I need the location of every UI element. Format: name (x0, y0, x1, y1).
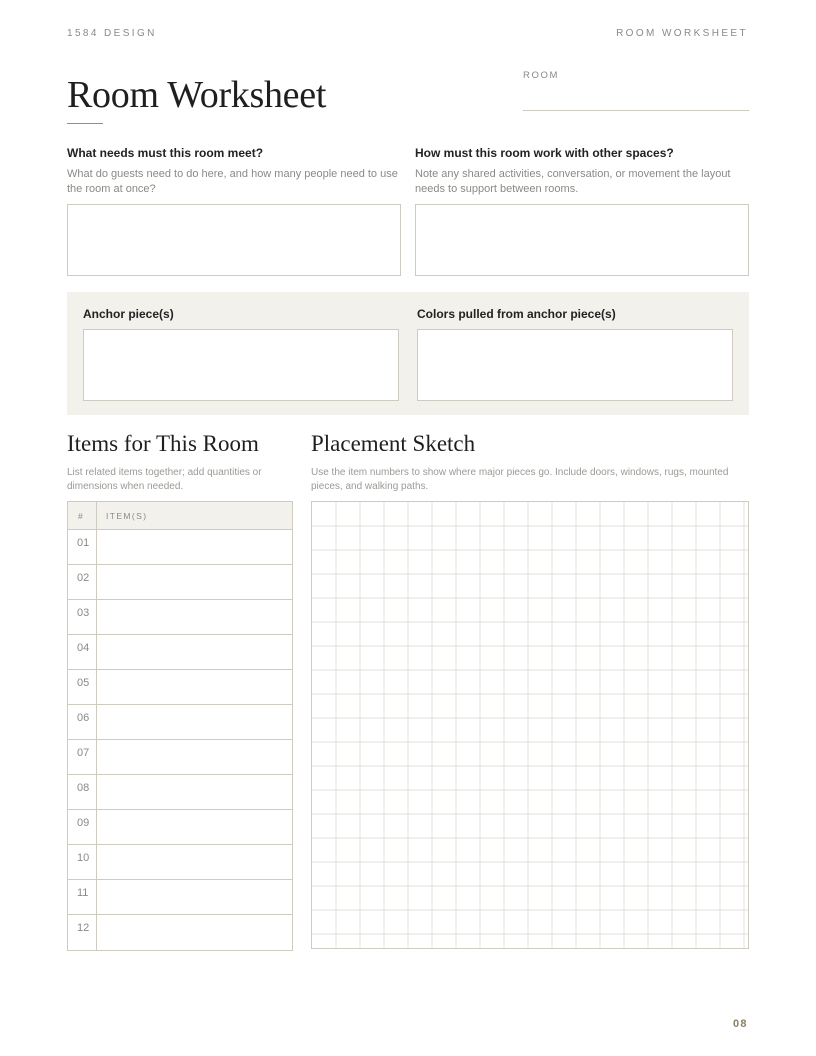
needs-answer-box[interactable] (67, 204, 401, 276)
item-entry-cell[interactable] (97, 845, 292, 879)
item-entry-cell[interactable] (97, 740, 292, 774)
table-row (68, 915, 292, 950)
row-number: 07 (68, 740, 97, 774)
row-number: 11 (68, 880, 97, 914)
table-row (68, 670, 292, 705)
row-number: 02 (68, 565, 97, 599)
items-table (67, 501, 293, 951)
title-underline (67, 123, 103, 124)
item-entry-cell[interactable] (97, 915, 292, 950)
spaces-question-heading: How must this room work with other spaces? (415, 146, 674, 160)
page-number: 08 (733, 1018, 748, 1030)
row-number: 03 (68, 600, 97, 634)
table-row (68, 810, 292, 845)
sketch-title: Placement Sketch (311, 431, 476, 456)
item-entry-cell[interactable] (97, 705, 292, 739)
row-number: 10 (68, 845, 97, 879)
brand-label: 1584 DESIGN (67, 28, 157, 39)
room-label: ROOM (523, 70, 559, 81)
anchor-panel (67, 292, 749, 415)
row-number: 06 (68, 705, 97, 739)
table-row (68, 775, 292, 810)
anchor-colors-label: Colors pulled from anchor piece(s) (417, 307, 616, 321)
spaces-answer-box[interactable] (415, 204, 749, 276)
table-row (68, 880, 292, 915)
table-row (68, 600, 292, 635)
anchor-piece-box[interactable] (83, 329, 399, 401)
row-number: 08 (68, 775, 97, 809)
row-number: 12 (68, 915, 97, 950)
row-number: 09 (68, 810, 97, 844)
item-entry-cell[interactable] (97, 810, 292, 844)
item-entry-cell[interactable] (97, 880, 292, 914)
sketch-grid-lines (312, 502, 748, 948)
item-entry-cell[interactable] (97, 670, 292, 704)
needs-question-heading: What needs must this room meet? (67, 146, 264, 160)
sketch-subtext: Use the item numbers to show where major pieces go. Include doors, windows, rugs, mounted pieces, and walking paths. (311, 467, 729, 492)
row-number: 04 (68, 635, 97, 669)
row-number: 05 (68, 670, 97, 704)
anchor-piece-label: Anchor piece(s) (83, 307, 174, 321)
needs-question-subtext: What do guests need to do here, and how many people need to use the room at once? (67, 168, 398, 195)
table-row (68, 530, 292, 565)
row-number: 01 (68, 530, 97, 564)
table-row (68, 635, 292, 670)
placement-sketch-grid[interactable] (311, 501, 749, 949)
table-row (68, 740, 292, 775)
col-number-header: # (68, 502, 97, 529)
items-title: Items for This Room (67, 431, 259, 456)
room-input-line[interactable] (523, 110, 749, 111)
item-entry-cell[interactable] (97, 530, 292, 564)
item-entry-cell[interactable] (97, 635, 292, 669)
item-entry-cell[interactable] (97, 565, 292, 599)
table-row (68, 565, 292, 600)
spaces-question-subtext: Note any shared activities, conversation, or movement the layout needs to support between rooms. (415, 168, 731, 195)
items-table-header (68, 502, 292, 530)
section-label: ROOM WORKSHEET (616, 28, 748, 39)
table-row (68, 845, 292, 880)
page-title: Room Worksheet (67, 74, 327, 116)
item-entry-cell[interactable] (97, 600, 292, 634)
items-subtext: List related items together; add quantities or dimensions when needed. (67, 467, 262, 492)
item-entry-cell[interactable] (97, 775, 292, 809)
anchor-colors-box[interactable] (417, 329, 733, 401)
col-item-header: ITEM(S) (106, 510, 148, 521)
table-row (68, 705, 292, 740)
